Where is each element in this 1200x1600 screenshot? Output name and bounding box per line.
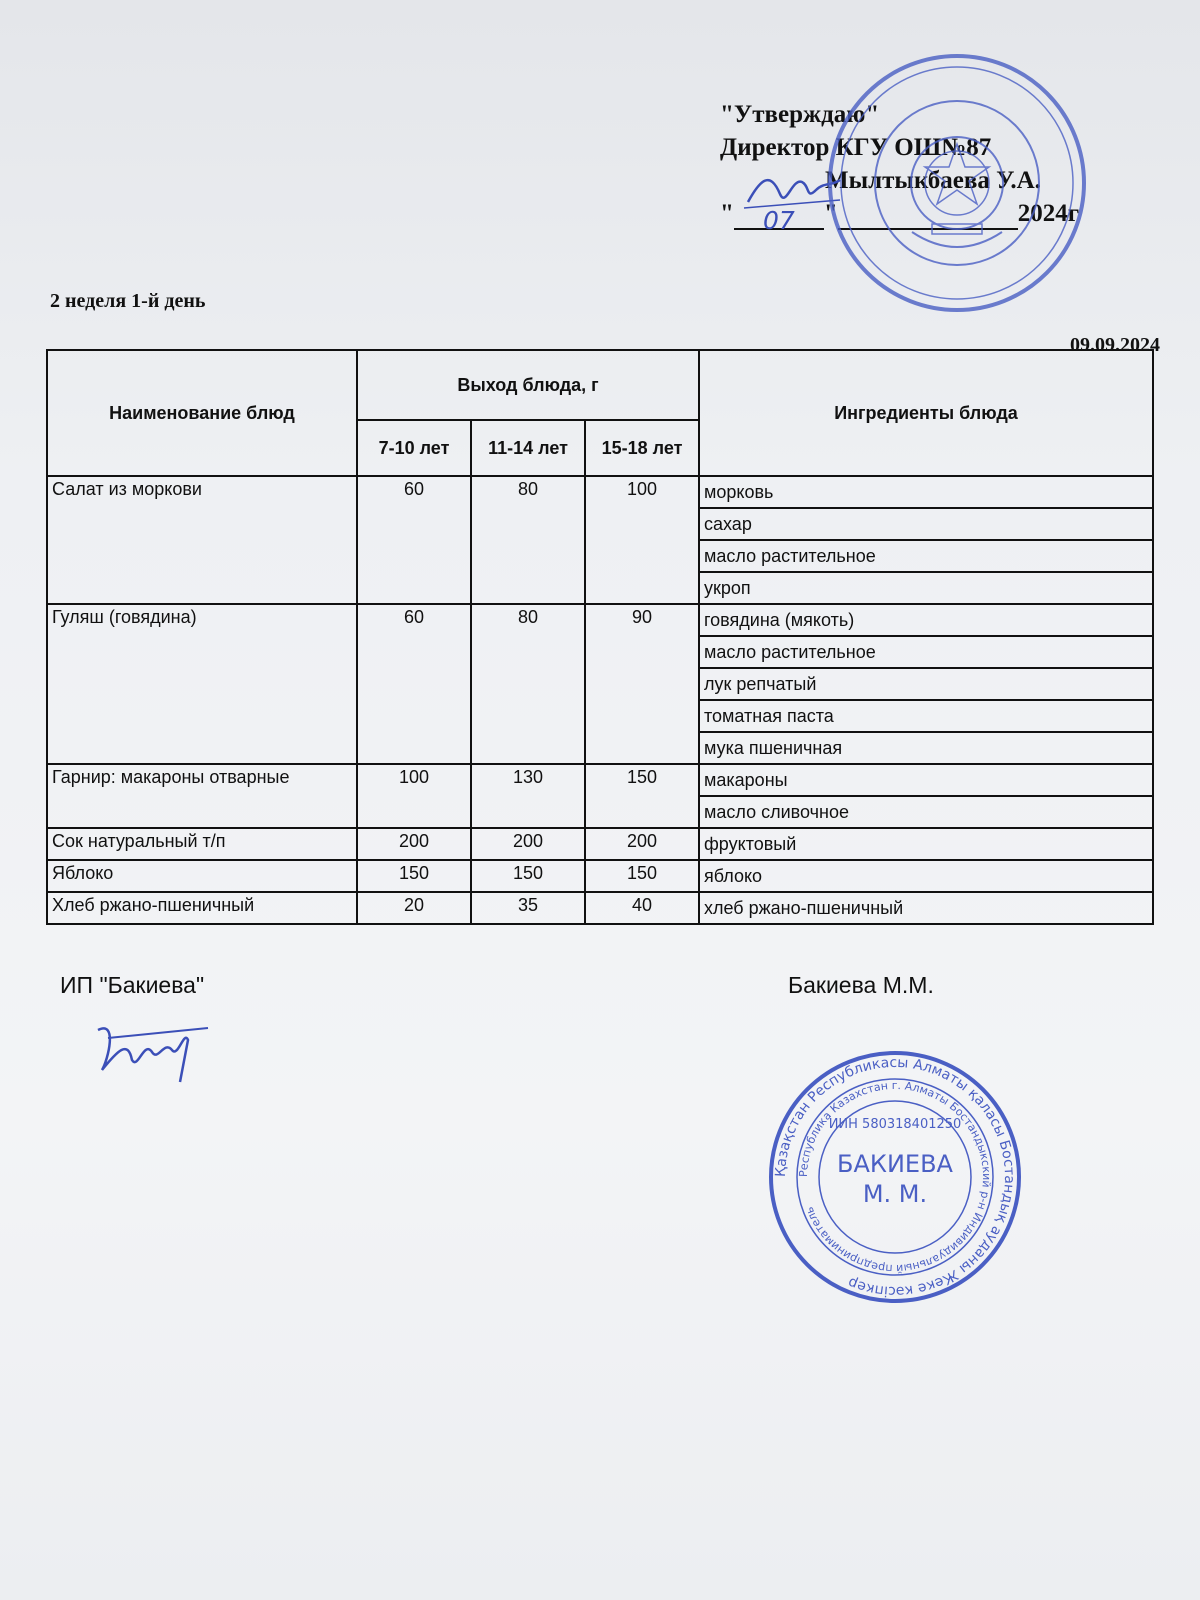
- column-header-age-7-10: 7-10 лет: [357, 420, 471, 476]
- dish-name: Сок натуральный т/п: [47, 828, 357, 860]
- ingredient: сахар: [699, 508, 1153, 540]
- approval-date-year: 2024г: [1017, 200, 1080, 227]
- ingredient: масло сливочное: [699, 796, 1153, 828]
- supplier-name: ИП "Бакиева": [60, 972, 205, 998]
- dish-amount-15-18: 150: [585, 860, 699, 892]
- dish-amount-15-18: 40: [585, 892, 699, 924]
- approval-position: Директор КГУ ОШ№87: [720, 134, 992, 161]
- supplier-stamp: [766, 1048, 1024, 1306]
- column-header-yield: Выход блюда, г: [357, 350, 699, 420]
- approval-title: "Утверждаю": [720, 101, 880, 128]
- dish-amount-11-14: 150: [471, 860, 585, 892]
- menu-date: 09.09.2024: [1070, 334, 1160, 356]
- dish-amount-15-18: 150: [585, 764, 699, 828]
- dish-amount-7-10: 100: [357, 764, 471, 828]
- ingredient: хлеб ржано-пшеничный: [699, 892, 1153, 924]
- column-header-age-15-18: 15-18 лет: [585, 420, 699, 476]
- week-day-title: 2 неделя 1-й день: [50, 290, 206, 312]
- dish-amount-11-14: 200: [471, 828, 585, 860]
- dish-name: Хлеб ржано-пшеничный: [47, 892, 357, 924]
- dish-name: Яблоко: [47, 860, 357, 892]
- supplier-signature: [88, 1010, 218, 1090]
- dish-amount-7-10: 60: [357, 476, 471, 604]
- dish-amount-15-18: 200: [585, 828, 699, 860]
- dish-amount-7-10: 200: [357, 828, 471, 860]
- ingredient: яблоко: [699, 860, 1153, 892]
- supplier-signatory: Бакиева М.М.: [788, 972, 934, 998]
- approval-date-open-quote: ": [720, 200, 734, 227]
- table-row: [47, 476, 1153, 508]
- column-header-age-11-14: 11-14 лет: [471, 420, 585, 476]
- dish-amount-11-14: 80: [471, 476, 585, 604]
- stamp-name-line2: М. М.: [862, 1180, 928, 1208]
- ingredient: укроп: [699, 572, 1153, 604]
- dish-name: Гарнир: макароны отварные: [47, 764, 357, 828]
- ingredient: масло растительное: [699, 540, 1153, 572]
- dish-amount-11-14: 130: [471, 764, 585, 828]
- table-row: [47, 860, 1153, 892]
- ingredient: мука пшеничная: [699, 732, 1153, 764]
- stamp-name-line1: БАКИЕВА: [837, 1150, 953, 1178]
- dish-amount-15-18: 90: [585, 604, 699, 764]
- stamp-inner-text: Республика Казахстан г. Алматы Бостандыкский р-н Индивидуальный предприниматель: [796, 1078, 994, 1276]
- school-seal: [823, 52, 1088, 314]
- ingredient: фруктовый: [699, 828, 1153, 860]
- dish-amount-7-10: 20: [357, 892, 471, 924]
- approval-date-close-quote: ": [823, 200, 838, 227]
- ingredient: морковь: [699, 476, 1153, 508]
- ingredient: масло растительное: [699, 636, 1153, 668]
- column-header-dish: Наименование блюд: [47, 350, 357, 476]
- table-row: [47, 604, 1153, 636]
- ingredient: томатная паста: [699, 700, 1153, 732]
- dish-amount-15-18: 100: [585, 476, 699, 604]
- dish-name: Гуляш (говядина): [47, 604, 357, 764]
- table-row: [47, 764, 1153, 796]
- stamp-iin: ИИН 580318401250: [828, 1117, 962, 1132]
- ingredient: говядина (мякоть): [699, 604, 1153, 636]
- table-row: [47, 828, 1153, 860]
- menu-table: [46, 349, 1154, 925]
- ingredient: лук репчатый: [699, 668, 1153, 700]
- column-header-ingredients: Ингредиенты блюда: [699, 350, 1153, 476]
- ingredient: макароны: [699, 764, 1153, 796]
- stamp-outer-text: Қазақстан Республикасы Алматы қаласы Бостандық ауданы Жеке кәсіпкер: [772, 1054, 1018, 1300]
- table-row: [47, 892, 1153, 924]
- approval-date-day: 07: [734, 204, 824, 230]
- dish-amount-11-14: 80: [471, 604, 585, 764]
- dish-amount-7-10: 60: [357, 604, 471, 764]
- approval-director-name: Мылтыкбаева У.А.: [825, 167, 1041, 194]
- dish-amount-11-14: 35: [471, 892, 585, 924]
- dish-amount-7-10: 150: [357, 860, 471, 892]
- dish-name: Салат из моркови: [47, 476, 357, 604]
- table-header-row: [47, 350, 1153, 420]
